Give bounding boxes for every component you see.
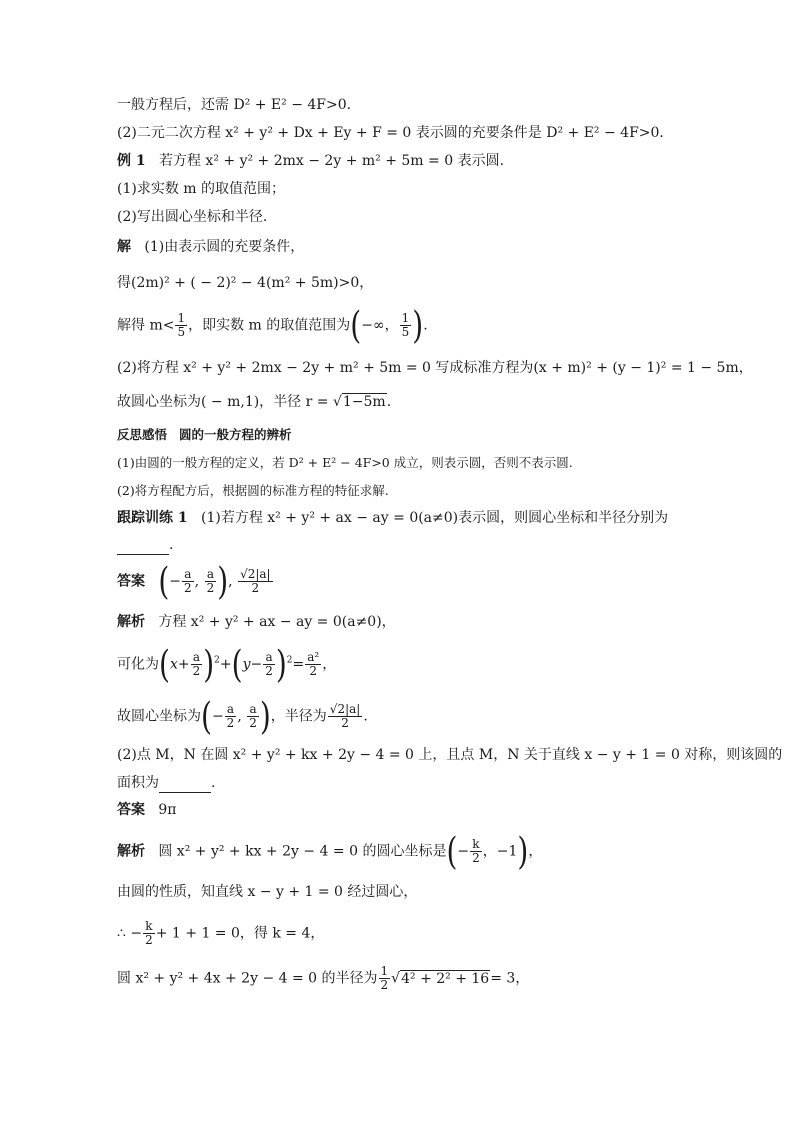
answer-line	[117, 800, 176, 820]
analysis-label: 解析	[117, 614, 145, 630]
text-line: (2)将方程 x² + y² + 2mx − 2y + m² + 5m = 0 写成标准方程为(x + m)² + (y − 1)² = 1 − 5m，	[117, 360, 753, 376]
text-line: (2)将方程配方后，根据圆的标准方程的特征求解.	[117, 483, 389, 498]
analysis-line	[117, 612, 396, 632]
fraction: $\frac{1}{5}$	[401, 311, 410, 339]
text-line: 一般方程后，还需 D² + E² − 4F>0.	[117, 97, 352, 113]
text-fragment: 解得 m<	[117, 317, 175, 334]
text-fragment: ，半径为	[270, 708, 327, 725]
fraction: $\frac{a}{2}$	[249, 702, 257, 730]
text-fragment: + 1 + 1 = 0，得 k = 4，	[155, 925, 325, 942]
answer-blank-line: 面积为 .	[117, 775, 216, 791]
example-label: 例 1	[117, 153, 146, 169]
fraction: $\frac{\text{a²}}{2}$	[307, 650, 320, 678]
fraction: $\frac{a}{2}$	[226, 702, 235, 730]
math-line: 故圆心坐标为( − m,1)，半径 r = √1−5m.	[117, 394, 392, 410]
analysis-label: 解析	[117, 843, 145, 860]
fraction: $\frac{k}{2}$	[472, 837, 480, 865]
math-line: 可化为(x+ $\frac{a}{2}$ )$^2$+(y− $\frac{a}{2}$ )$^2$= $\frac{\text{a²}}{2}$ ，	[117, 641, 337, 687]
answer-blank	[117, 540, 169, 555]
reflection-title: 圆的一般方程的辨析	[178, 427, 292, 442]
answer-blank	[159, 778, 211, 793]
text-fragment: 故圆心坐标为	[117, 708, 201, 725]
exercise-text: (1)若方程 x² + y² + ax − ay = 0(a≠0)表示圆，则圆心坐标和半径分别为	[200, 510, 669, 526]
solution-line	[117, 237, 304, 257]
text-fragment: 可化为	[117, 656, 159, 673]
answer-blank-line: .	[117, 535, 173, 555]
text-line: 得(2m)² + ( − 2)² − 4(m² + 5m)>0，	[117, 275, 374, 291]
text-line: (2)二元二次方程 x² + y² + Dx + Ey + F = 0 表示圆的充要条件是 D² + E² − 4F>0.	[117, 125, 664, 141]
fraction: $\frac{a}{2}$	[192, 650, 201, 678]
math-line: 圆 x² + y² + 4x + 2y − 4 = 0 的半径为 $\frac{1}{2}$ √4² + 2² + 16= 3，	[117, 964, 530, 992]
math-line	[117, 920, 324, 947]
answer-line: 答案 (− $\frac{a}{2}$ , $\frac{a}{2}$ ), $\frac{√2|a|}{2}$	[117, 558, 271, 604]
example-line	[117, 151, 504, 171]
fraction: $\frac{√2|a|}{2}$	[329, 702, 361, 730]
text-line: 由圆的性质，知直线 x − y + 1 = 0 经过圆心，	[117, 884, 418, 900]
text-line: (2)写出圆心坐标和半径.	[117, 209, 268, 225]
solution-text: (1)由表示圆的充要条件，	[144, 239, 305, 255]
text-line: (1)由圆的一般方程的定义，若 D² + E² − 4F>0 成立，则表示圆，否则不表示圆.	[117, 455, 573, 470]
analysis-text: 圆 x² + y² + kx + 2y − 4 = 0 的圆心坐标是	[158, 843, 447, 860]
text-line: (2)点 M，N 在圆 x² + y² + kx + 2y − 4 = 0 上，且点 M，N 关于直线 x − y + 1 = 0 对称，则该圆的	[117, 747, 783, 763]
fraction: $\frac{a}{2}$	[206, 567, 215, 595]
text-fragment: = 3，	[490, 970, 530, 987]
text-fragment: 故圆心坐标为( − m,1)，半径 r =	[117, 394, 333, 410]
analysis-text: 方程 x² + y² + ax − ay = 0(a≠0)，	[158, 614, 396, 630]
fraction: $\frac{1}{5}$	[177, 311, 186, 339]
text-fragment: ∴ −	[117, 925, 143, 942]
text-fragment: −∞，	[361, 317, 399, 334]
answer-value: 9π	[158, 802, 177, 818]
exercise-line	[117, 508, 668, 528]
text-line: (1)求实数 m 的取值范围；	[117, 181, 286, 197]
text-fragment: 圆 x² + y² + 4x + 2y − 4 = 0 的半径为	[117, 970, 378, 987]
math-line: 故圆心坐标为(− $\frac{a}{2}$ , $\frac{a}{2}$ )，半径为 $\frac{√2|a|}{2}$ .	[117, 693, 368, 739]
fraction: $\frac{k}{2}$	[145, 919, 153, 947]
analysis-line: 解析 圆 x² + y² + kx + 2y − 4 = 0 的圆心坐标是(− $\frac{k}{2}$ ，−1)，	[117, 828, 543, 874]
fraction: $\frac{a}{2}$	[265, 650, 273, 678]
fraction: $\frac{√2|a|}{2}$	[240, 567, 271, 595]
reflection-line	[117, 425, 291, 445]
text-fragment: ，即实数 m 的取值范围为	[188, 317, 351, 334]
answer-label: 答案	[117, 573, 145, 590]
answer-label: 答案	[117, 802, 145, 818]
sqrt-term: 4² + 2² + 16	[401, 970, 490, 987]
fraction: $\frac{a}{2}$	[184, 567, 192, 595]
exercise-label: 跟踪训练 1	[117, 510, 188, 526]
reflection-label: 反思感悟	[117, 427, 168, 442]
sqrt-term: 1−5m	[342, 394, 386, 410]
math-line: 解得 m< $\frac{1}{5}$ ，即实数 m 的取值范围为(−∞， $\frac{1}{5}$ ).	[117, 302, 428, 348]
example-text: 若方程 x² + y² + 2mx − 2y + m² + 5m = 0 表示圆.	[158, 153, 505, 169]
solution-label: 解	[117, 239, 131, 255]
fraction: $\frac{1}{2}$	[380, 964, 389, 992]
